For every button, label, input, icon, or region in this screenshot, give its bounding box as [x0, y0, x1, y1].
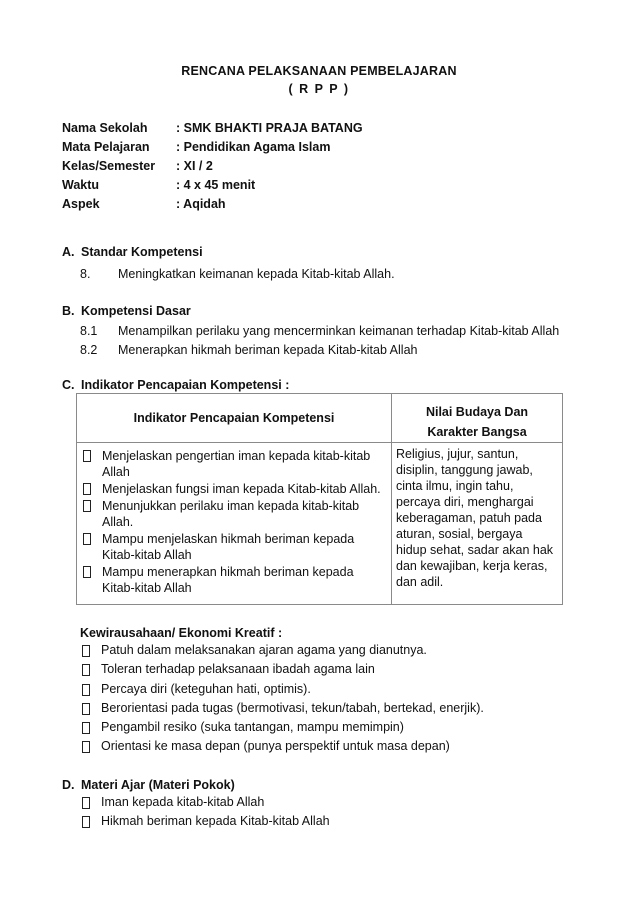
basic-competence-item — [80, 324, 559, 338]
character-values-cell — [392, 443, 563, 605]
list-item: Toleran terhadap pelaksanaan ibadah agama lain — [80, 660, 484, 679]
list-item: Berorientasi pada tugas (bermotivasi, tekun/tabah, bertekad, enerjik). — [80, 699, 484, 718]
document-title: RENCANA PELAKSANAAN PEMBELAJARAN — [181, 64, 457, 78]
standard-competence-item — [80, 267, 395, 281]
section-letter: D. — [62, 778, 75, 792]
table-row — [77, 443, 563, 605]
bullet-icon — [83, 500, 91, 512]
bullet-icon — [82, 816, 90, 828]
bullet-icon — [82, 741, 90, 753]
list-item: Hikmah beriman kepada Kitab-kitab Allah — [80, 812, 330, 831]
info-label: Mata Pelajaran — [62, 140, 150, 154]
document-subtitle: ( R P P ) — [288, 82, 350, 96]
section-letter: B. — [62, 304, 75, 318]
section-b-heading — [62, 304, 191, 318]
list-item: Orientasi ke masa depan (punya perspektif untuk masa depan) — [80, 737, 484, 756]
list-item: Iman kepada kitab-kitab Allah — [80, 793, 330, 812]
section-d-heading — [62, 778, 235, 792]
info-label: Nama Sekolah — [62, 121, 148, 135]
character-values-text: Religius, jujur, santun, disiplin, tanggung jawab, cinta ilmu, ingin tahu, percaya diri, menghargai keberagaman, patuh pada aturan, sosial, bergaya hidup sehat, sadar akan hak dan kewajiban, kerja keras, dan adil. — [396, 447, 554, 589]
info-label: Aspek — [62, 197, 100, 211]
section-letter: C. — [62, 378, 75, 392]
bullet-icon — [83, 566, 91, 578]
item-text: Menerapkan hikmah beriman kepada Kitab-kitab Allah — [118, 343, 418, 357]
indicator-table — [76, 393, 563, 605]
header-line: Nilai Budaya Dan — [425, 405, 529, 419]
kewirausahaan-list — [80, 641, 484, 757]
info-value: : 4 x 45 menit — [176, 178, 256, 192]
bullet-icon — [83, 533, 91, 545]
info-row-time — [62, 176, 363, 195]
list-item: Percaya diri (keteguhan hati, optimis). — [80, 680, 484, 699]
indicator-item: Menjelaskan pengertian iman kepada kitab-kitab Allah — [81, 448, 387, 480]
info-label: Kelas/Semester — [62, 159, 156, 173]
indicator-item: Menunjukkan perilaku iman kepada kitab-kitab Allah. — [81, 498, 387, 530]
header-line: Karakter Bangsa — [427, 425, 527, 439]
info-row-aspect — [62, 195, 363, 214]
indicator-item: Menjelaskan fungsi iman kepada Kitab-kitab Allah. — [81, 481, 387, 497]
info-row-class — [62, 157, 363, 176]
column-header-indicator: Indikator Pencapaian Kompetensi — [77, 394, 392, 443]
bullet-icon — [82, 703, 90, 715]
indicator-item: Mampu menerapkan hikmah beriman kepada Kitab-kitab Allah — [81, 564, 387, 596]
info-value: : SMK BHAKTI PRAJA BATANG — [176, 121, 363, 135]
bullet-icon — [82, 645, 90, 657]
bullet-icon — [82, 797, 90, 809]
info-value: : Pendidikan Agama Islam — [176, 140, 331, 154]
list-item: Patuh dalam melaksanakan ajaran agama yang dianutnya. — [80, 641, 484, 660]
basic-competence-item — [80, 343, 417, 357]
item-number: 8.1 — [80, 324, 98, 338]
bullet-icon — [83, 450, 91, 462]
bullet-icon — [83, 483, 91, 495]
item-text: Menampilkan perilaku yang mencerminkan keimanan terhadap Kitab-kitab Allah — [118, 324, 560, 338]
item-number: 8. — [80, 267, 91, 281]
indicator-list-cell — [77, 443, 392, 605]
section-letter: A. — [62, 245, 75, 259]
section-title: Standar Kompetensi — [81, 245, 203, 259]
section-title: Materi Ajar (Materi Pokok) — [81, 778, 235, 792]
item-number: 8.2 — [80, 343, 98, 357]
info-row-school — [62, 119, 363, 138]
info-value: : XI / 2 — [176, 159, 213, 173]
info-row-subject — [62, 138, 363, 157]
section-title: Indikator Pencapaian Kompetensi : — [81, 378, 290, 392]
materi-list — [80, 793, 330, 832]
identity-block — [62, 119, 363, 214]
column-header-values — [392, 394, 563, 443]
kewirausahaan-heading: Kewirausahaan/ Ekonomi Kreatif : — [80, 626, 283, 640]
section-a-heading — [62, 245, 203, 259]
info-value: : Aqidah — [176, 197, 226, 211]
table-header-row — [77, 394, 563, 443]
item-text: Meningkatkan keimanan kepada Kitab-kitab Allah. — [118, 267, 395, 281]
bullet-icon — [82, 664, 90, 676]
list-item: Pengambil resiko (suka tantangan, mampu memimpin) — [80, 718, 484, 737]
section-title: Kompetensi Dasar — [81, 304, 191, 318]
section-c-heading — [62, 378, 289, 392]
indicator-item: Mampu menjelaskan hikmah beriman kepada Kitab-kitab Allah — [81, 531, 387, 563]
info-label: Waktu — [62, 178, 100, 192]
bullet-icon — [82, 684, 90, 696]
bullet-icon — [82, 722, 90, 734]
